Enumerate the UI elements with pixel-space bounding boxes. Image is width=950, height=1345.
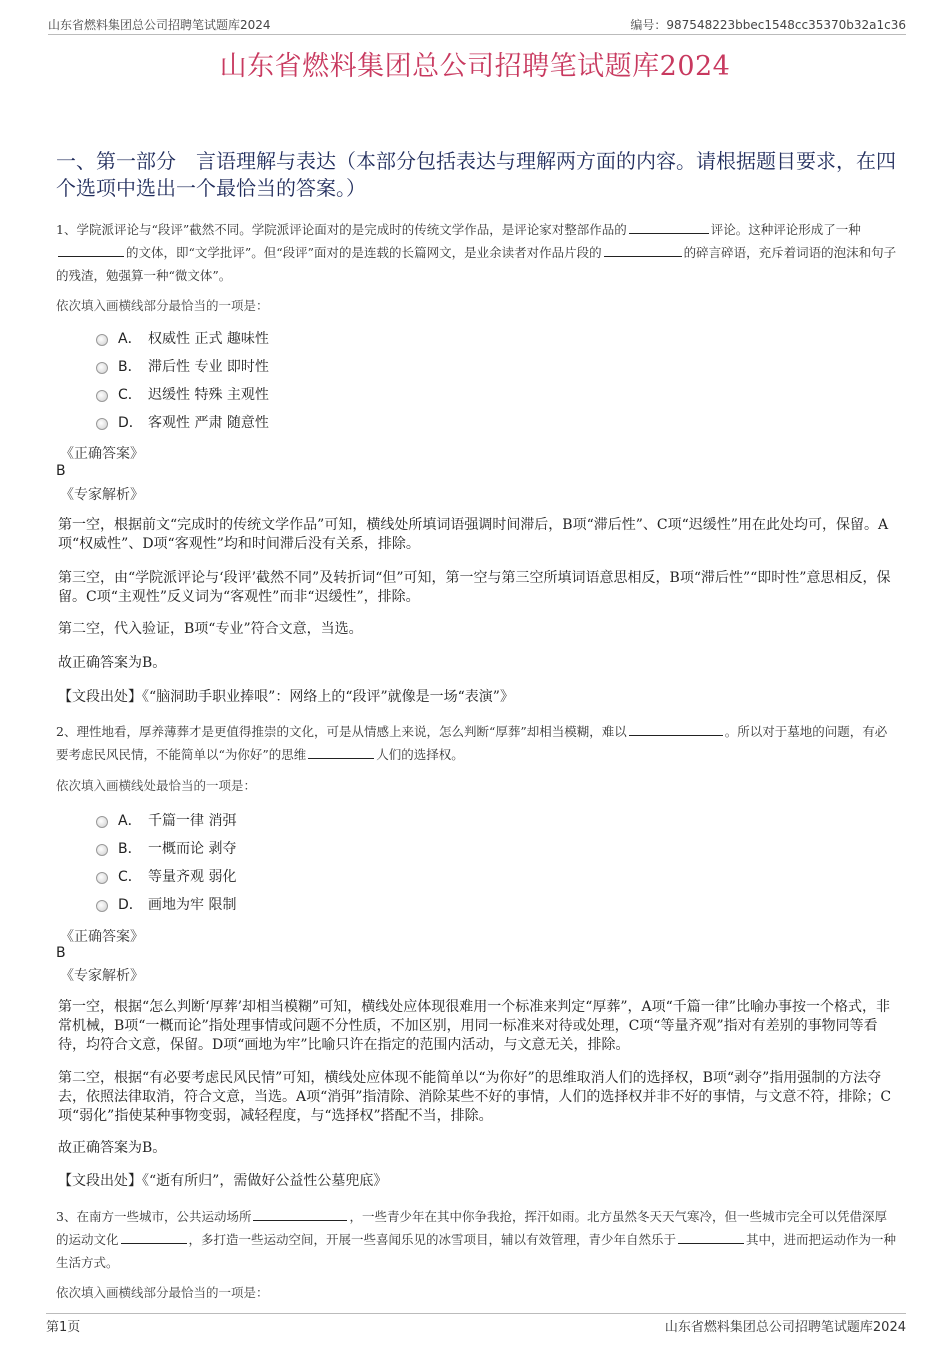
question-2-text: 2、理性地看，厚养薄葬才是更值得推崇的文化，可是从情感上来说，怎么判断“厚葬”却相当模糊，难以 。所以对于墓地的问题，有必要考虑民风民情，不能简单以“为你好”的思维 人们的选择权。 (56, 724, 888, 762)
q2-explanation-3: 故正确答案为B。 (58, 1140, 167, 1156)
document-title: 山东省燃料集团总公司招聘笔试题库2024 (219, 51, 731, 82)
blank-line (604, 244, 682, 257)
answer-label: 《正确答案》 (60, 929, 144, 945)
page-number: 第1页 (46, 1320, 81, 1335)
radio-icon[interactable] (96, 362, 108, 374)
q2-source: 【文段出处】《“逝有所归”，需做好公益性公墓兜底》 (58, 1173, 388, 1189)
question-3-prompt: 依次填入画横线部分最恰当的一项是： (56, 1285, 269, 1300)
blank-line (253, 1208, 347, 1221)
question-1-text: 1、学院派评论与“段评”截然不同。学院派评论面对的是完成时的传统文学作品，是评论家对整部作品的 评论。这种评论形成了一种的文体，即“文学批评”。但“段评”面对的是连载的长篇网文，是业余读者对作品片段的 的碎言碎语，充斥着词语的泡沫和句子的残渣，勉强算一种“微文体”。 (56, 222, 897, 283)
header-doc-title: 山东省燃料集团总公司招聘笔试题库2024 (48, 18, 271, 32)
question-2-prompt: 依次填入画横线处最恰当的一项是： (56, 778, 257, 793)
radio-icon[interactable] (96, 816, 108, 828)
blank-line (678, 1231, 744, 1244)
radio-icon[interactable] (96, 872, 108, 884)
radio-icon[interactable] (96, 418, 108, 430)
q1-explanation-2: 第三空，由“学院派评论与‘段评’截然不同”及转折词“但”可知，第一空与第三空所填词语意思相反，B项“滞后性”“即时性”意思相反，保留。C项“主观性”反义词为“客观性”而非“迟缓性”，排除。 (58, 570, 891, 605)
blank-line (58, 244, 124, 257)
radio-icon[interactable] (96, 900, 108, 912)
blank-line (629, 221, 709, 234)
q1-answer: B (56, 463, 66, 479)
radio-icon[interactable] (96, 390, 108, 402)
q1-explanation-4: 故正确答案为B。 (58, 655, 167, 671)
radio-icon[interactable] (96, 844, 108, 856)
blank-line (629, 723, 723, 736)
blank-line (308, 746, 374, 759)
analysis-label: 《专家解析》 (60, 968, 144, 984)
page-header (48, 16, 906, 35)
radio-icon[interactable] (96, 334, 108, 346)
q2-answer: B (56, 945, 66, 961)
header-doc-id: 编号：987548223bbec1548cc35370b32a1c36 (630, 18, 906, 32)
q1-explanation-3: 第二空，代入验证，B项“专业”符合文意，当选。 (58, 621, 363, 637)
analysis-label: 《专家解析》 (60, 487, 144, 503)
blank-line (121, 1231, 187, 1244)
question-3-text: 3、在南方一些城市，公共运动场所 ，一些青少年在其中你争我抢，挥汗如雨。北方虽然冬天天气寒冷，但一些城市完全可以凭借深厚的运动文化 ，多打造一些运动空间，开展一些喜闻乐见的冰雪项目，辅以有效管理，青少年自然乐于 其中，进而把运动作为一种生活方式。 (56, 1209, 897, 1270)
footer-doc-title: 山东省燃料集团总公司招聘笔试题库2024 (664, 1320, 906, 1335)
question-1-prompt: 依次填入画横线部分最恰当的一项是： (56, 298, 269, 313)
section-heading: 一、第一部分 言语理解与表达（本部分包括表达与理解两方面的内容。请根据题目要求，在四个选项中选出一个最恰当的答案。） (56, 149, 896, 200)
q2-explanation-2: 第二空，根据“有必要考虑民风民情”可知，横线处应体现不能简单以“为你好”的思维取消人们的选择权，B项“剥夺”指用强制的方法夺去，依照法律取消，符合文意，当选。A项“消弭”指清除、消除某些不好的事情，人们的选择权并非不好的事情，与文意不符，排除；C项“弱化”指使某种事物变弱，减轻程度，与“选择权”搭配不当，排除。 (58, 1070, 892, 1124)
q1-source: 【文段出处】《“脑洞助手职业捧哏”：网络上的“段评”就像是一场“表演”》 (58, 689, 514, 705)
q2-explanation-1: 第一空，根据“怎么判断‘厚葬’却相当模糊”可知，横线处应体现很难用一个标准来判定“厚葬”，A项“千篇一律”比喻办事按一个格式，非常机械，B项“一概而论”指处理事情或问题不分性质，不加区别，用同一标准来对待或处理，C项“等量齐观”指对有差别的事物同等看待，均符合文意，保留。D项“画地为牢”比喻只许在指定的范围内活动，与文意无关，排除。 (58, 999, 890, 1053)
q1-explanation-1: 第一空，根据前文“完成时的传统文学作品”可知，横线处所填词语强调时间滞后，B项“滞后性”、C项“迟缓性”用在此处均可，保留。A项“权威性”、D项“客观性”均和时间滞后没有关系，排除。 (58, 517, 889, 552)
answer-label: 《正确答案》 (60, 446, 144, 462)
page-footer (46, 1313, 906, 1334)
